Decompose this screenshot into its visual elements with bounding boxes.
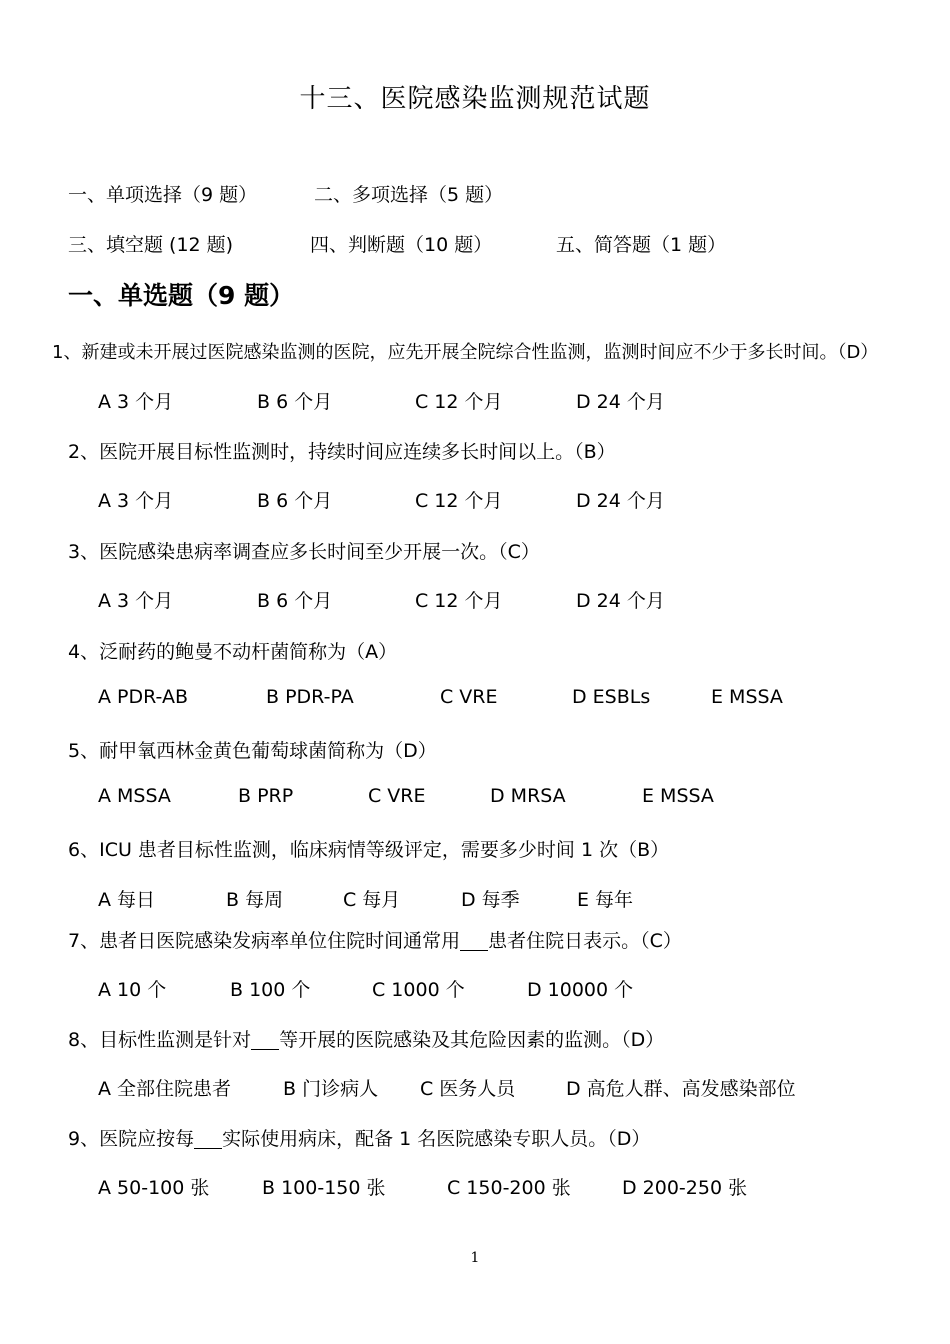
q3-option-a: A 3 个月	[98, 590, 174, 612]
q7-option-c: C 1000 个	[372, 979, 465, 1001]
q8-option-a: A 全部住院患者	[98, 1078, 232, 1100]
question-9-text-before: 9、医院应按每	[68, 1128, 195, 1150]
q8-option-b: B 门诊病人	[283, 1078, 379, 1100]
q4-option-a: A PDR-AB	[98, 686, 189, 708]
q4-option-c: C VRE	[440, 686, 498, 708]
q5-option-c: C VRE	[368, 785, 426, 807]
answer-blank	[194, 1128, 222, 1149]
q2-option-d: D 24 个月	[576, 490, 665, 512]
answer-blank	[251, 1029, 279, 1050]
q5-option-d: D MRSA	[490, 785, 566, 807]
q4-option-d: D ESBLs	[572, 686, 651, 708]
q1-option-d: D 24 个月	[576, 391, 665, 413]
overview-single-choice: 一、单项选择（9 题）	[68, 184, 258, 206]
q5-option-e: E MSSA	[642, 785, 714, 807]
q3-option-b: B 6 个月	[257, 590, 333, 612]
q4-option-e: E MSSA	[711, 686, 783, 708]
question-5: 5、耐甲氧西林金黄色葡萄球菌简称为（D）	[68, 740, 437, 762]
page-number: 1	[470, 1250, 480, 1266]
q7-option-b: B 100 个	[230, 979, 311, 1001]
q3-option-d: D 24 个月	[576, 590, 665, 612]
q2-option-c: C 12 个月	[415, 490, 503, 512]
question-4: 4、泛耐药的鲍曼不动杆菌简称为（A）	[68, 641, 398, 663]
q1-option-b: B 6 个月	[257, 391, 333, 413]
q9-option-d: D 200-250 张	[622, 1177, 748, 1199]
q5-option-a: A MSSA	[98, 785, 171, 807]
overview-true-false: 四、判断题（10 题）	[310, 234, 493, 256]
q9-option-a: A 50-100 张	[98, 1177, 210, 1199]
section-heading: 一、单选题（9 题）	[68, 281, 295, 310]
q1-option-c: C 12 个月	[415, 391, 503, 413]
question-3: 3、医院感染患病率调查应多长时间至少开展一次。（C）	[68, 541, 540, 563]
q8-option-c: C 医务人员	[420, 1078, 516, 1100]
q9-option-b: B 100-150 张	[262, 1177, 386, 1199]
q2-option-a: A 3 个月	[98, 490, 174, 512]
question-9-text-after: 实际使用病床，配备 1 名医院感染专职人员。（D）	[222, 1128, 651, 1150]
q6-option-b: B 每周	[226, 889, 284, 911]
q6-option-c: C 每月	[343, 889, 401, 911]
overview-short-answer: 五、简答题（1 题）	[556, 234, 727, 256]
q4-option-b: B PDR-PA	[266, 686, 354, 708]
q7-option-d: D 10000 个	[527, 979, 634, 1001]
question-7	[68, 926, 682, 953]
q1-option-a: A 3 个月	[98, 391, 174, 413]
page-title: 十三、医院感染监测规范试题	[299, 84, 651, 114]
question-7-text-before: 7、患者日医院感染发病率单位住院时间通常用	[68, 930, 461, 952]
q6-option-a: A 每日	[98, 889, 156, 911]
question-6: 6、ICU 患者目标性监测，临床病情等级评定，需要多少时间 1 次（B）	[68, 839, 670, 861]
answer-blank	[460, 930, 488, 951]
q6-option-d: D 每季	[461, 889, 520, 911]
question-2: 2、医院开展目标性监测时，持续时间应连续多长时间以上。（B）	[68, 441, 616, 463]
q7-option-a: A 10 个	[98, 979, 167, 1001]
question-8-text-before: 8、目标性监测是针对	[68, 1029, 252, 1051]
overview-fill-in: 三、填空题 (12 题)	[68, 234, 234, 256]
q5-option-b: B PRP	[238, 785, 294, 807]
question-1: 1、新建或未开展过医院感染监测的医院，应先开展全院综合性监测，监测时间应不少于多长时间。（D）	[52, 342, 879, 363]
q6-option-e: E 每年	[577, 889, 634, 911]
q2-option-b: B 6 个月	[257, 490, 333, 512]
overview-multiple-choice: 二、多项选择（5 题）	[314, 184, 504, 206]
question-7-text-after: 患者住院日表示。（C）	[488, 930, 682, 952]
q8-option-d: D 高危人群、高发感染部位	[566, 1078, 796, 1100]
question-9	[68, 1124, 650, 1151]
question-8	[68, 1025, 664, 1052]
q9-option-c: C 150-200 张	[447, 1177, 571, 1199]
question-8-text-after: 等开展的医院感染及其危险因素的监测。（D）	[279, 1029, 665, 1051]
q3-option-c: C 12 个月	[415, 590, 503, 612]
